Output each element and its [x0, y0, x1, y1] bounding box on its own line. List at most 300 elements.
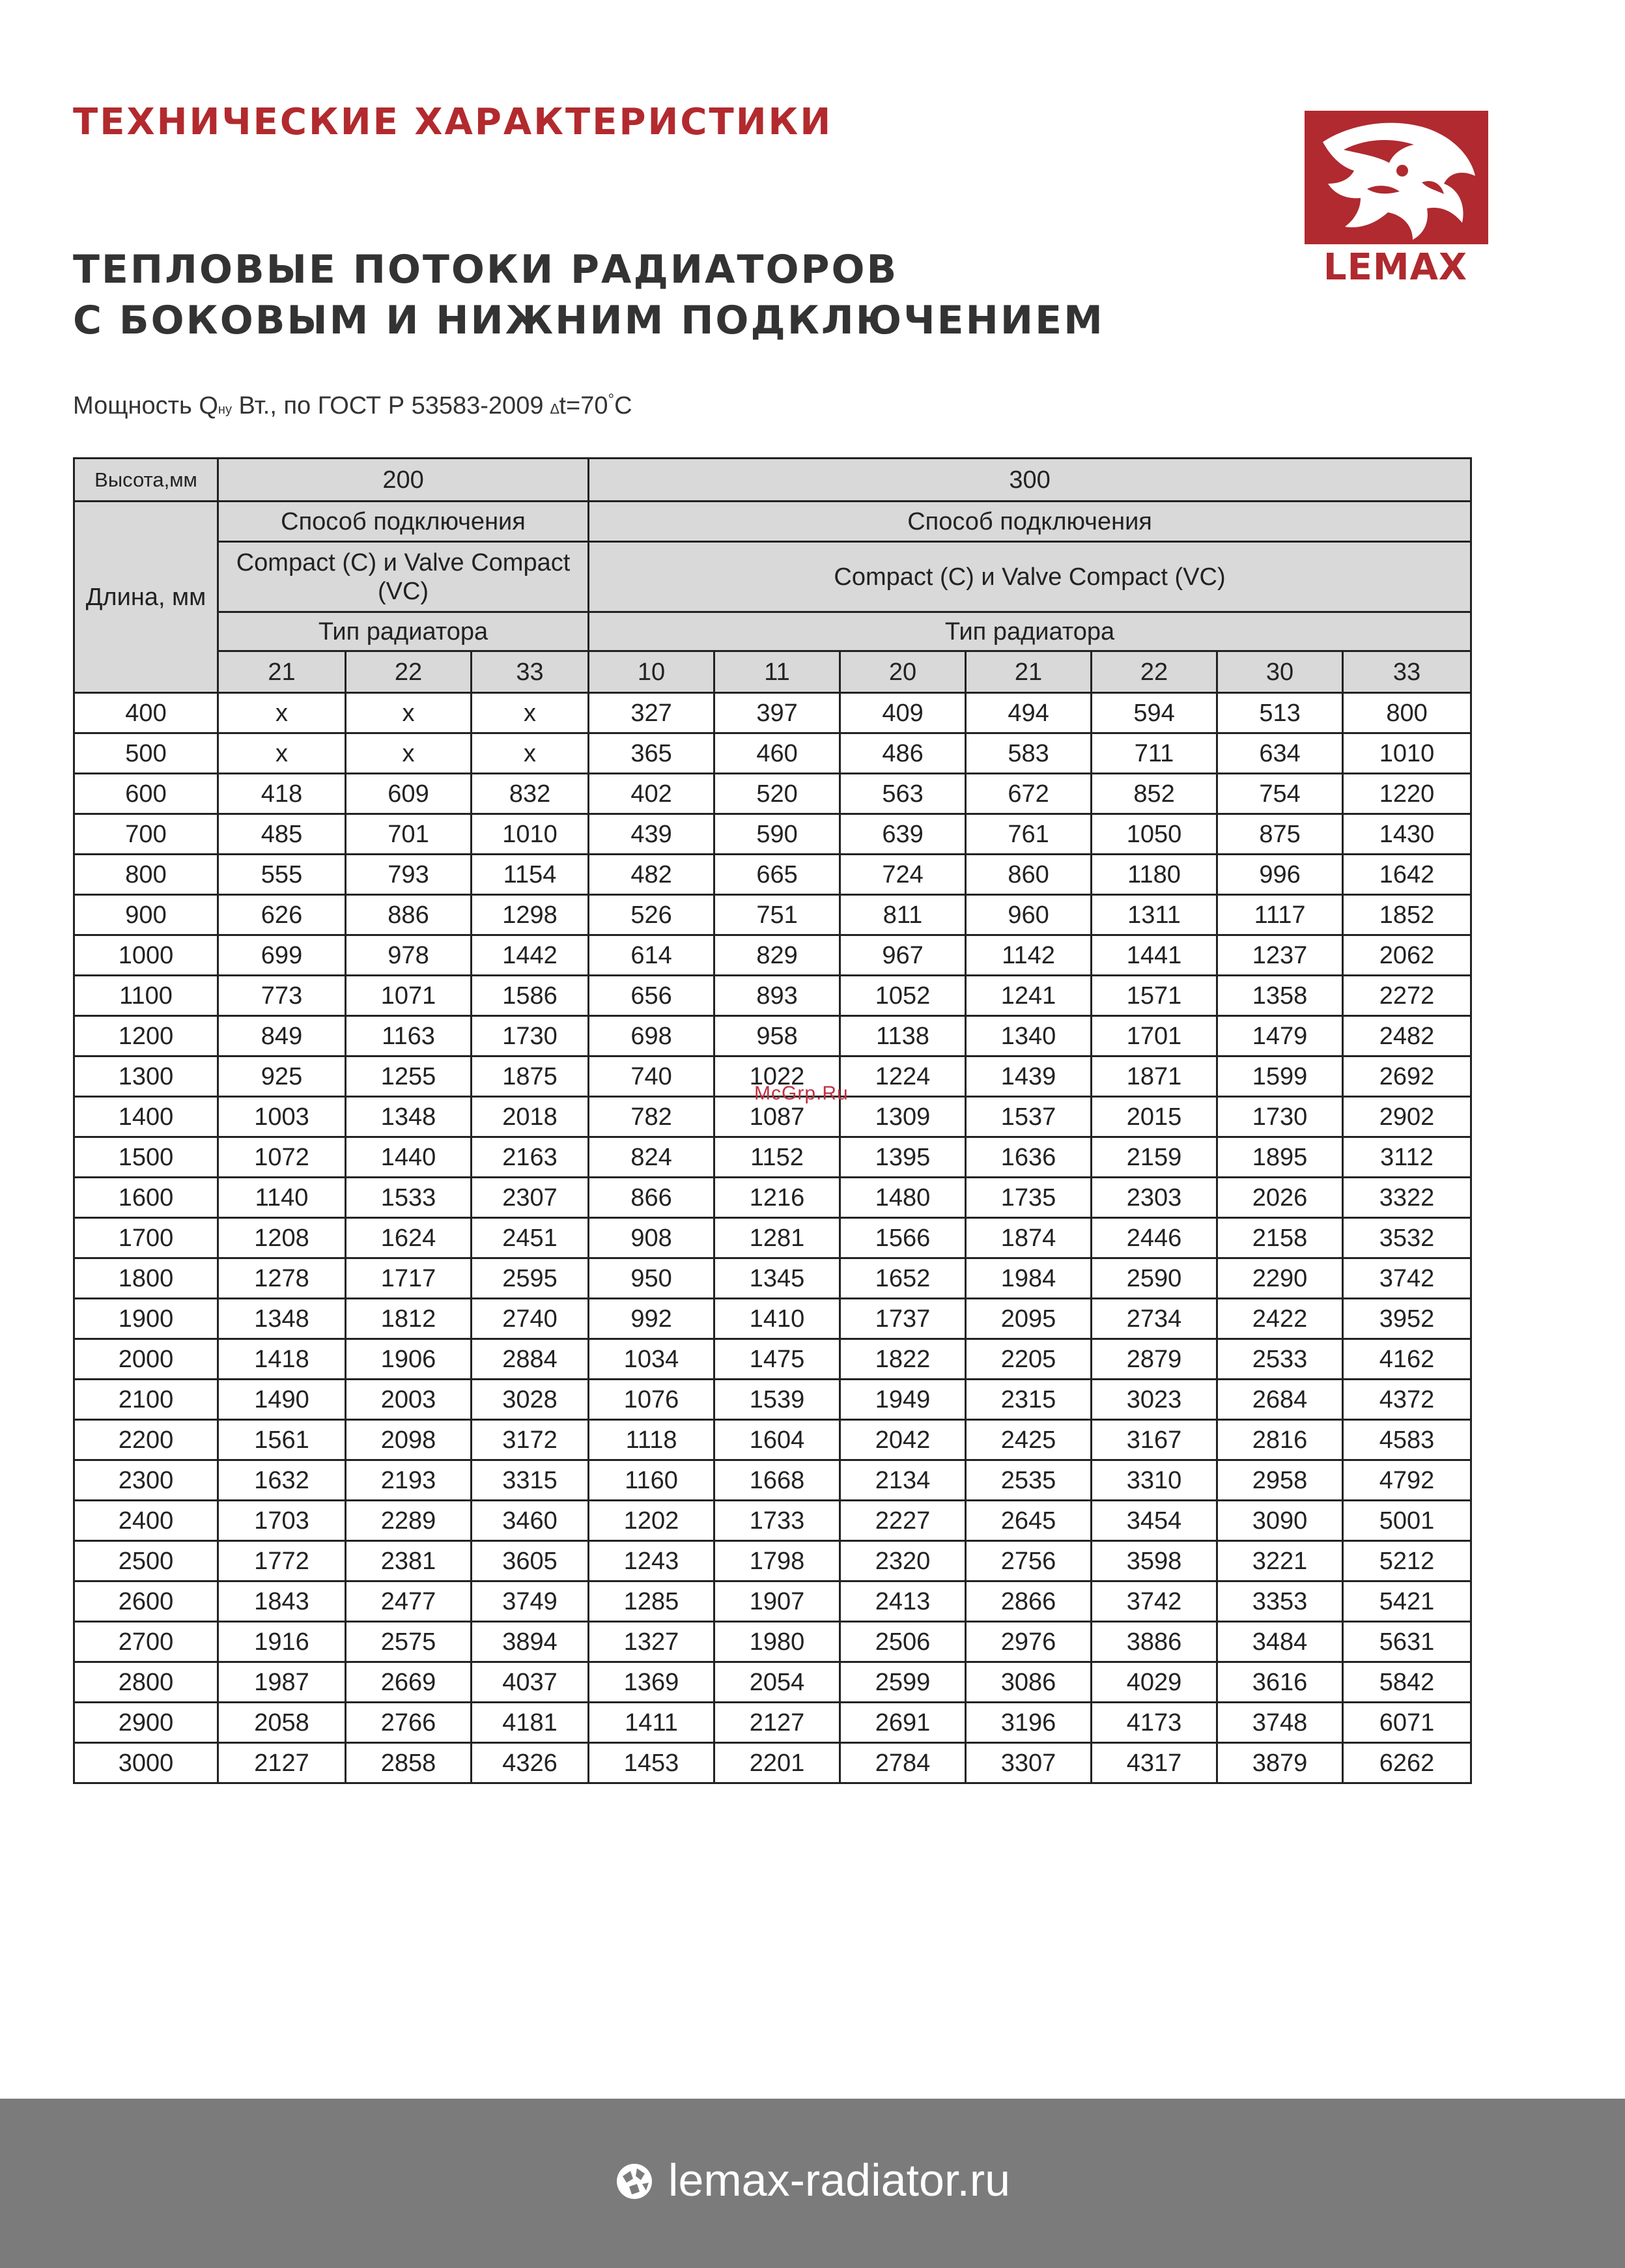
power-value-cell: 1202 [589, 1501, 714, 1541]
power-value-cell: 1340 [966, 1016, 1092, 1056]
power-value-cell: 701 [346, 814, 472, 855]
power-value-cell: 2595 [472, 1258, 589, 1299]
power-value-cell: 1180 [1092, 855, 1217, 895]
table-row [74, 1460, 1471, 1501]
table-row [74, 1137, 1471, 1178]
power-value-cell: 1118 [589, 1420, 714, 1460]
type-header-300-33: 33 [1343, 651, 1471, 693]
power-value-cell: 3742 [1343, 1258, 1471, 1299]
power-value-cell: 1642 [1343, 855, 1471, 895]
power-value-cell: 1730 [1217, 1097, 1343, 1137]
power-value-cell: 1395 [840, 1137, 966, 1178]
power-value-cell: 2127 [218, 1743, 346, 1783]
power-value-cell: 1604 [714, 1420, 840, 1460]
power-value-cell: x [472, 733, 589, 774]
power-value-cell: 2134 [840, 1460, 966, 1501]
power-value-cell: 4372 [1343, 1380, 1471, 1420]
power-value-cell: 1822 [840, 1339, 966, 1380]
power-value-cell: 1566 [840, 1218, 966, 1258]
power-value-cell: 811 [840, 895, 966, 935]
power-value-cell: 590 [714, 814, 840, 855]
power-value-cell: 1717 [346, 1258, 472, 1299]
power-value-cell: 2884 [472, 1339, 589, 1380]
power-value-cell: 3310 [1092, 1460, 1217, 1501]
power-value-cell: 4583 [1343, 1420, 1471, 1460]
power-value-cell: 2482 [1343, 1016, 1471, 1056]
power-value-cell: 583 [966, 733, 1092, 774]
power-value-cell: 2158 [1217, 1218, 1343, 1258]
length-cell: 2600 [74, 1581, 218, 1622]
subtitle-middle: Вт., по ГОСТ Р 53583-2009 [231, 392, 551, 419]
power-value-cell: 2320 [840, 1541, 966, 1581]
page-title-line-2: С БОКОВЫМ И НИЖНИМ ПОДКЛЮЧЕНИЕМ [73, 298, 1105, 343]
power-value-cell: 5631 [1343, 1622, 1471, 1662]
power-value-cell: 2227 [840, 1501, 966, 1541]
power-value-cell: 3879 [1217, 1743, 1343, 1783]
power-value-cell: 875 [1217, 814, 1343, 855]
power-value-cell: 1875 [472, 1056, 589, 1097]
power-value-cell: 1533 [346, 1178, 472, 1218]
power-value-cell: 860 [966, 855, 1092, 895]
power-value-cell: 2477 [346, 1581, 472, 1622]
type-header-300-30: 30 [1217, 651, 1343, 693]
power-value-cell: 3598 [1092, 1541, 1217, 1581]
power-value-cell: 1479 [1217, 1016, 1343, 1056]
power-value-cell: 832 [472, 774, 589, 814]
type-header-300-11: 11 [714, 651, 840, 693]
connection-value-300: Compact (C) и Valve Compact (VC) [589, 542, 1471, 612]
power-value-cell: 614 [589, 935, 714, 976]
power-value-cell: 494 [966, 693, 1092, 733]
power-value-cell: 711 [1092, 733, 1217, 774]
subtitle-prefix: Мощность Q [73, 392, 218, 419]
power-value-cell: 2062 [1343, 935, 1471, 976]
connection-value-200: Compact (C) и Valve Compact (VC) [218, 542, 589, 612]
table-row [74, 895, 1471, 935]
power-value-cell: 1571 [1092, 976, 1217, 1016]
power-value-cell: 886 [346, 895, 472, 935]
power-value-cell: 1490 [218, 1380, 346, 1420]
power-value-cell: 5212 [1343, 1541, 1471, 1581]
power-value-cell: 1052 [840, 976, 966, 1016]
power-value-cell: 1812 [346, 1299, 472, 1339]
length-cell: 2100 [74, 1380, 218, 1420]
lemax-logo [1299, 111, 1491, 287]
power-value-cell: 1441 [1092, 935, 1217, 976]
connection-label-200: Способ подключения [218, 502, 589, 542]
power-value-cell: 2413 [840, 1581, 966, 1622]
power-value-cell: 4037 [472, 1662, 589, 1703]
power-value-cell: x [346, 693, 472, 733]
power-value-cell: 958 [714, 1016, 840, 1056]
power-value-cell: 1980 [714, 1622, 840, 1662]
table-row [74, 1541, 1471, 1581]
heat-flow-table-wrapper [73, 457, 1470, 1784]
power-value-cell: 2127 [714, 1703, 840, 1743]
power-value-cell: 1345 [714, 1258, 840, 1299]
length-cell: 3000 [74, 1743, 218, 1783]
power-value-cell: 1152 [714, 1137, 840, 1178]
power-value-cell: 3086 [966, 1662, 1092, 1703]
power-value-cell: 2784 [840, 1743, 966, 1783]
power-value-cell: 513 [1217, 693, 1343, 733]
length-cell: 900 [74, 895, 218, 935]
power-value-cell: 1701 [1092, 1016, 1217, 1056]
table-row [74, 855, 1471, 895]
power-value-cell: 3742 [1092, 1581, 1217, 1622]
power-value-cell: 2692 [1343, 1056, 1471, 1097]
power-value-cell: 1348 [346, 1097, 472, 1137]
power-value-cell: 1309 [840, 1097, 966, 1137]
power-value-cell: 1475 [714, 1339, 840, 1380]
power-value-cell: 852 [1092, 774, 1217, 814]
power-value-cell: 2691 [840, 1703, 966, 1743]
power-value-cell: 1216 [714, 1178, 840, 1218]
power-value-cell: 1003 [218, 1097, 346, 1137]
power-value-cell: 1327 [589, 1622, 714, 1662]
length-cell: 1900 [74, 1299, 218, 1339]
power-value-cell: 1949 [840, 1380, 966, 1420]
power-value-cell: x [218, 693, 346, 733]
length-cell: 1300 [74, 1056, 218, 1097]
power-value-cell: 800 [1343, 693, 1471, 733]
power-value-cell: 2575 [346, 1622, 472, 1662]
table-row [74, 976, 1471, 1016]
power-value-cell: 2289 [346, 1501, 472, 1541]
power-value-cell: 2018 [472, 1097, 589, 1137]
footer-bar [0, 2099, 1625, 2268]
table-row [74, 935, 1471, 976]
power-value-cell: 1733 [714, 1501, 840, 1541]
power-value-cell: 2766 [346, 1703, 472, 1743]
power-value-cell: 526 [589, 895, 714, 935]
type-header-300-20: 20 [840, 651, 966, 693]
power-value-cell: 2290 [1217, 1258, 1343, 1299]
power-value-cell: 409 [840, 693, 966, 733]
power-value-cell: 2451 [472, 1218, 589, 1258]
power-value-cell: 698 [589, 1016, 714, 1056]
power-value-cell: 485 [218, 814, 346, 855]
power-value-cell: 996 [1217, 855, 1343, 895]
power-value-cell: 1480 [840, 1178, 966, 1218]
power-value-cell: 1539 [714, 1380, 840, 1420]
footer-link[interactable] [0, 2154, 1625, 2206]
type-header-200-21: 21 [218, 651, 346, 693]
power-value-cell: 1624 [346, 1218, 472, 1258]
power-value-cell: 1010 [472, 814, 589, 855]
power-value-cell: 1703 [218, 1501, 346, 1541]
table-row [74, 1380, 1471, 1420]
power-value-cell: 402 [589, 774, 714, 814]
power-value-cell: 1050 [1092, 814, 1217, 855]
table-header [74, 459, 1471, 693]
length-cell: 2200 [74, 1420, 218, 1460]
power-value-cell: 908 [589, 1218, 714, 1258]
power-value-cell: 672 [966, 774, 1092, 814]
power-value-cell: 2425 [966, 1420, 1092, 1460]
power-value-cell: 1852 [1343, 895, 1471, 935]
power-value-cell: 3322 [1343, 1178, 1471, 1218]
height-200-header: 200 [218, 459, 589, 502]
power-value-cell: 665 [714, 855, 840, 895]
power-value-cell: 1348 [218, 1299, 346, 1339]
power-value-cell: 1561 [218, 1420, 346, 1460]
power-value-cell: 1224 [840, 1056, 966, 1097]
power-value-cell: 1772 [218, 1541, 346, 1581]
subtitle-unit: С [614, 392, 632, 419]
power-value-cell: 3112 [1343, 1137, 1471, 1178]
type-header-300-21: 21 [966, 651, 1092, 693]
power-value-cell: 1440 [346, 1137, 472, 1178]
power-value-cell: 1237 [1217, 935, 1343, 976]
footer-url[interactable]: lemax-radiator.ru [668, 2155, 1011, 2205]
table-row [74, 1622, 1471, 1662]
height-label: Высота,мм [74, 459, 218, 502]
power-value-cell: 1916 [218, 1622, 346, 1662]
globe-icon [615, 2162, 654, 2201]
length-cell: 700 [74, 814, 218, 855]
length-cell: 1400 [74, 1097, 218, 1137]
power-value-cell: 2095 [966, 1299, 1092, 1339]
power-value-cell: 2866 [966, 1581, 1092, 1622]
power-value-cell: 563 [840, 774, 966, 814]
power-value-cell: 482 [589, 855, 714, 895]
power-value-cell: 1874 [966, 1218, 1092, 1258]
power-value-cell: 3616 [1217, 1662, 1343, 1703]
power-value-cell: 699 [218, 935, 346, 976]
power-value-cell: 2193 [346, 1460, 472, 1501]
power-value-cell: 4792 [1343, 1460, 1471, 1501]
power-value-cell: 3028 [472, 1380, 589, 1420]
power-value-cell: 3460 [472, 1501, 589, 1541]
power-value-cell: 1652 [840, 1258, 966, 1299]
power-value-cell: 2879 [1092, 1339, 1217, 1380]
power-value-cell: 594 [1092, 693, 1217, 733]
power-value-cell: 3532 [1343, 1218, 1471, 1258]
power-value-cell: 866 [589, 1178, 714, 1218]
power-value-cell: 2446 [1092, 1218, 1217, 1258]
power-value-cell: 520 [714, 774, 840, 814]
power-value-cell: 1208 [218, 1218, 346, 1258]
power-value-cell: 2042 [840, 1420, 966, 1460]
power-value-cell: 2740 [472, 1299, 589, 1339]
power-value-cell: 2303 [1092, 1178, 1217, 1218]
power-value-cell: 486 [840, 733, 966, 774]
power-value-cell: 2669 [346, 1662, 472, 1703]
power-value-cell: 6262 [1343, 1743, 1471, 1783]
table-row [74, 1016, 1471, 1056]
length-cell: 800 [74, 855, 218, 895]
power-value-cell: 3196 [966, 1703, 1092, 1743]
power-value-cell: 724 [840, 855, 966, 895]
power-value-cell: 1410 [714, 1299, 840, 1339]
table-row [74, 1420, 1471, 1460]
length-cell: 2900 [74, 1703, 218, 1743]
power-value-cell: 2535 [966, 1460, 1092, 1501]
power-value-cell: 4173 [1092, 1703, 1217, 1743]
power-value-cell: 4181 [472, 1703, 589, 1743]
length-cell: 2700 [74, 1622, 218, 1662]
power-value-cell: 925 [218, 1056, 346, 1097]
power-value-cell: 1087 [714, 1097, 840, 1137]
power-value-cell: 1369 [589, 1662, 714, 1703]
power-value-cell: 1735 [966, 1178, 1092, 1218]
power-value-cell: 773 [218, 976, 346, 1016]
power-value-cell: x [218, 733, 346, 774]
power-value-cell: 1285 [589, 1581, 714, 1622]
power-value-cell: 960 [966, 895, 1092, 935]
length-cell: 2000 [74, 1339, 218, 1380]
length-cell: 1500 [74, 1137, 218, 1178]
table-row [74, 1258, 1471, 1299]
power-value-cell: 3172 [472, 1420, 589, 1460]
power-value-cell: 1311 [1092, 895, 1217, 935]
power-value-cell: 1442 [472, 935, 589, 976]
power-value-cell: 3167 [1092, 1420, 1217, 1460]
power-value-cell: 2315 [966, 1380, 1092, 1420]
power-value-cell: 849 [218, 1016, 346, 1056]
power-value-cell: 5421 [1343, 1581, 1471, 1622]
subtitle-delta: ∆ [550, 401, 559, 417]
power-value-cell: 1298 [472, 895, 589, 935]
power-value-cell: 634 [1217, 733, 1343, 774]
power-value-cell: 824 [589, 1137, 714, 1178]
power-value-cell: 2054 [714, 1662, 840, 1703]
power-value-cell: 2506 [840, 1622, 966, 1662]
table-row [74, 1501, 1471, 1541]
table-row [74, 1339, 1471, 1380]
table-row [74, 1743, 1471, 1783]
power-value-cell: 3353 [1217, 1581, 1343, 1622]
power-value-cell: 740 [589, 1056, 714, 1097]
power-value-cell: 639 [840, 814, 966, 855]
power-value-cell: 3315 [472, 1460, 589, 1501]
power-value-cell: 1034 [589, 1339, 714, 1380]
table-row [74, 814, 1471, 855]
power-value-cell: 656 [589, 976, 714, 1016]
power-value-cell: 1163 [346, 1016, 472, 1056]
power-value-cell: 1430 [1343, 814, 1471, 855]
power-value-cell: 2058 [218, 1703, 346, 1743]
power-value-cell: 2734 [1092, 1299, 1217, 1339]
panther-head-icon [1305, 111, 1488, 244]
table-row [74, 1218, 1471, 1258]
power-value-cell: 1599 [1217, 1056, 1343, 1097]
power-value-cell: 1632 [218, 1460, 346, 1501]
radiator-type-label-300: Тип радиатора [589, 612, 1471, 651]
power-value-cell: x [472, 693, 589, 733]
power-value-cell: 761 [966, 814, 1092, 855]
page-title-line-1: ТЕПЛОВЫЕ ПОТОКИ РАДИАТОРОВ [73, 247, 899, 292]
power-value-cell: 1798 [714, 1541, 840, 1581]
type-header-300-22: 22 [1092, 651, 1217, 693]
power-value-cell: 3886 [1092, 1622, 1217, 1662]
heat-flow-table [73, 457, 1472, 1784]
power-value-cell: 2272 [1343, 976, 1471, 1016]
power-value-cell: 327 [589, 693, 714, 733]
power-value-cell: 1117 [1217, 895, 1343, 935]
power-value-cell: 1895 [1217, 1137, 1343, 1178]
power-value-cell: 1843 [218, 1581, 346, 1622]
power-value-cell: 1154 [472, 855, 589, 895]
table-row [74, 774, 1471, 814]
power-value-cell: 4326 [472, 1743, 589, 1783]
type-header-300-10: 10 [589, 651, 714, 693]
power-value-cell: 1071 [346, 976, 472, 1016]
power-value-cell: 782 [589, 1097, 714, 1137]
power-value-cell: 3605 [472, 1541, 589, 1581]
table-row [74, 1703, 1471, 1743]
power-value-cell: 893 [714, 976, 840, 1016]
power-value-cell: 3454 [1092, 1501, 1217, 1541]
power-value-cell: 1243 [589, 1541, 714, 1581]
table-row [74, 1581, 1471, 1622]
power-value-cell: 3221 [1217, 1541, 1343, 1581]
height-300-header: 300 [589, 459, 1471, 502]
power-value-cell: 1241 [966, 976, 1092, 1016]
power-value-cell: 1076 [589, 1380, 714, 1420]
power-value-cell: 2159 [1092, 1137, 1217, 1178]
power-value-cell: 1439 [966, 1056, 1092, 1097]
power-value-cell: 1220 [1343, 774, 1471, 814]
page-title [73, 244, 1105, 346]
power-value-cell: 978 [346, 935, 472, 976]
power-value-cell: 1730 [472, 1016, 589, 1056]
power-value-cell: 2756 [966, 1541, 1092, 1581]
power-value-cell: 5842 [1343, 1662, 1471, 1703]
power-value-cell: 1984 [966, 1258, 1092, 1299]
power-value-cell: 609 [346, 774, 472, 814]
power-value-cell: 2098 [346, 1420, 472, 1460]
power-value-cell: 2201 [714, 1743, 840, 1783]
power-value-cell: 555 [218, 855, 346, 895]
power-value-cell: 967 [840, 935, 966, 976]
power-value-cell: 1278 [218, 1258, 346, 1299]
power-value-cell: 2422 [1217, 1299, 1343, 1339]
power-value-cell: 2816 [1217, 1420, 1343, 1460]
length-cell: 1200 [74, 1016, 218, 1056]
power-value-cell: 751 [714, 895, 840, 935]
power-value-cell: 1453 [589, 1743, 714, 1783]
power-value-cell: 1142 [966, 935, 1092, 976]
power-value-cell: 2533 [1217, 1339, 1343, 1380]
power-value-cell: 2858 [346, 1743, 472, 1783]
length-cell: 400 [74, 693, 218, 733]
type-header-200-33: 33 [472, 651, 589, 693]
power-value-cell: 6071 [1343, 1703, 1471, 1743]
power-value-cell: 793 [346, 855, 472, 895]
power-value-cell: x [346, 733, 472, 774]
power-value-cell: 5001 [1343, 1501, 1471, 1541]
power-value-cell: 1072 [218, 1137, 346, 1178]
power-value-cell: 829 [714, 935, 840, 976]
length-cell: 1000 [74, 935, 218, 976]
power-value-cell: 418 [218, 774, 346, 814]
power-value-cell: 1871 [1092, 1056, 1217, 1097]
power-value-cell: 2599 [840, 1662, 966, 1703]
power-value-cell: 397 [714, 693, 840, 733]
subtitle-subscript: ну [218, 403, 232, 417]
power-value-cell: 626 [218, 895, 346, 935]
connection-label-300: Способ подключения [589, 502, 1471, 542]
length-cell: 1700 [74, 1218, 218, 1258]
power-value-cell: 1411 [589, 1703, 714, 1743]
power-value-cell: 1737 [840, 1299, 966, 1339]
power-value-cell: 1668 [714, 1460, 840, 1501]
power-value-cell: 1418 [218, 1339, 346, 1380]
length-label: Длина, мм [74, 502, 218, 693]
type-header-200-22: 22 [346, 651, 472, 693]
